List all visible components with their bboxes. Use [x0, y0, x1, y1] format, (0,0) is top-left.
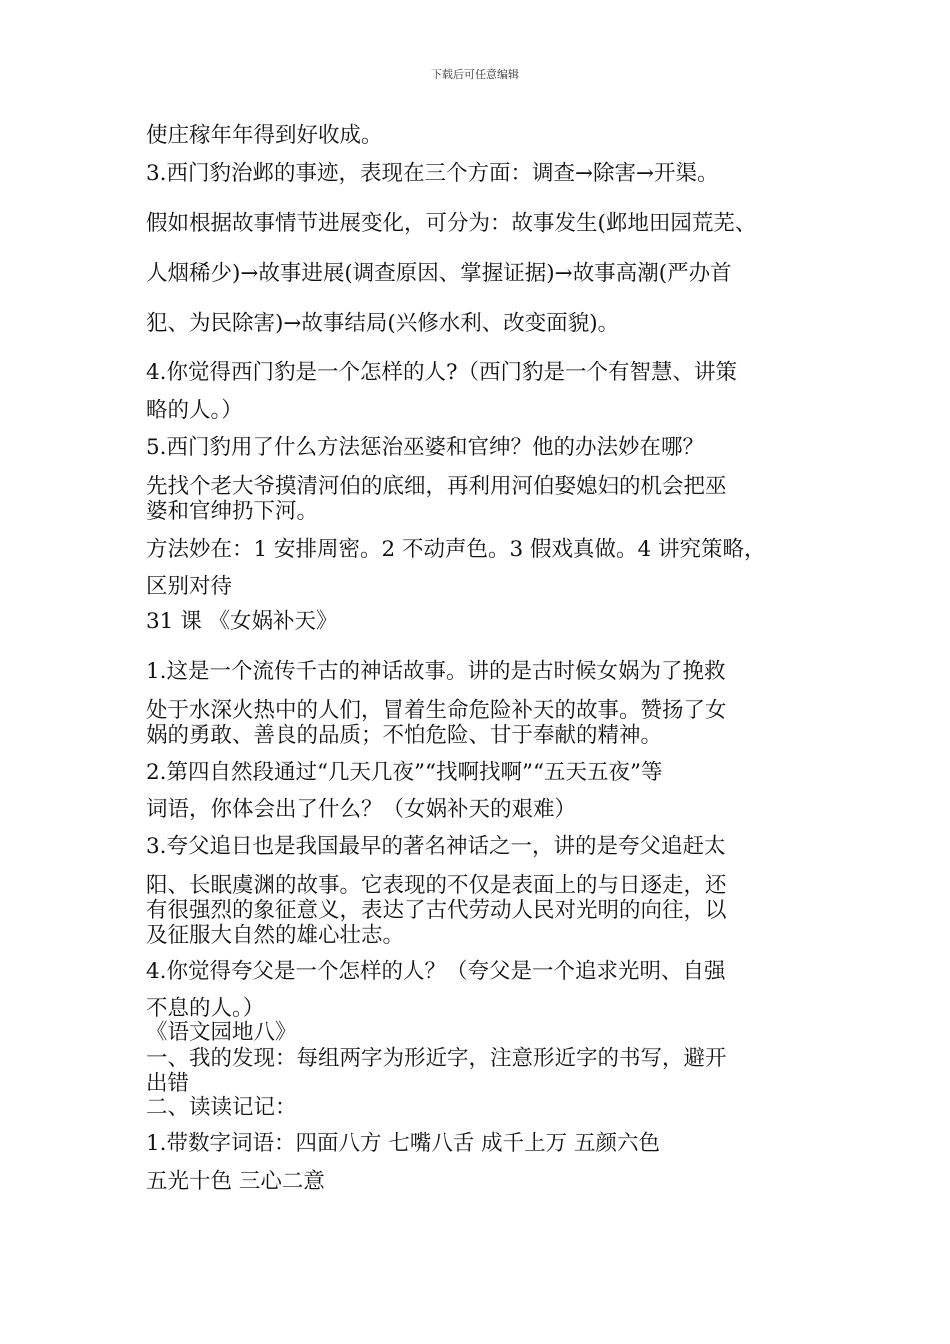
text-line: 2.第四自然段通过“几天几夜”“找啊找啊”“五天五夜”等: [146, 760, 663, 785]
text-line: 处于水深火热中的人们，冒着生命危险补天的故事。赞扬了女: [146, 698, 727, 723]
text-line: 3.西门豹治邺的事迹，表现在三个方面：调查→除害→开渠。: [146, 161, 719, 186]
text-line: 使庄稼年年得到好收成。: [146, 123, 383, 148]
text-line: 略的人。）: [146, 398, 243, 423]
text-line: 方法妙在：1 安排周密。2 不动声色。3 假戏真做。4 讲究策略，: [146, 537, 766, 562]
text-line: 人烟稀少)→故事进展(调查原因、掌握证据)→故事高潮(严办首: [146, 261, 732, 286]
text-line: 不息的人。）: [146, 996, 265, 1021]
text-line: 区别对待: [146, 574, 233, 599]
text-line: 4.你觉得夸父是一个怎样的人？（夸父是一个追求光明、自强: [146, 959, 726, 984]
text-line: 及征服大自然的雄心壮志。: [146, 923, 405, 948]
text-line: 先找个老大爷摸清河伯的底细，再利用河伯娶媳妇的机会把巫: [146, 474, 727, 499]
text-line: 阳、长眠虞渊的故事。它表现的不仅是表面上的与日逐走，还: [146, 873, 727, 898]
text-line: 五光十色 三心二意: [146, 1169, 325, 1194]
text-line: 1.带数字词语：四面八方 七嘴八舌 成千上万 五颜六色: [146, 1131, 661, 1156]
text-line: 一、我的发现：每组两字为形近字，注意形近字的书写，避开: [146, 1046, 727, 1071]
text-line: 婆和官绅扔下河。: [146, 499, 319, 524]
text-line: 出错: [146, 1071, 190, 1096]
text-line: 有很强烈的象征意义，表达了古代劳动人民对光明的向往，以: [146, 898, 727, 923]
text-line: 1.这是一个流传千古的神话故事。讲的是古时候女娲为了挽救: [146, 659, 726, 684]
text-line: 5.西门豹用了什么方法惩治巫婆和官绅？他的办法妙在哪？: [146, 435, 705, 460]
text-line: 假如根据故事情节进展变化，可分为：故事发生(邺地田园荒芜、: [146, 211, 757, 236]
section-heading: 31 课 《女娲补天》: [146, 609, 338, 634]
text-line: 二、读读记记：: [146, 1095, 297, 1120]
text-line: 4.你觉得西门豹是一个怎样的人?（西门豹是一个有智慧、讲策: [146, 360, 738, 385]
section-heading: 《语文园地八》: [146, 1020, 297, 1045]
text-line: 娲的勇敢、善良的品质；不怕危险、甘于奉献的精神。: [146, 723, 663, 748]
page-header: 下载后可任意编辑: [431, 68, 519, 81]
text-line: 3.夸父追日也是我国最早的著名神话之一，讲的是夸父追赶太: [146, 834, 726, 859]
text-line: 犯、为民除害)→故事结局(兴修水利、改变面貌)。: [146, 311, 620, 336]
text-line: 词语，你体会出了什么？（女娲补天的艰难）: [146, 797, 577, 822]
